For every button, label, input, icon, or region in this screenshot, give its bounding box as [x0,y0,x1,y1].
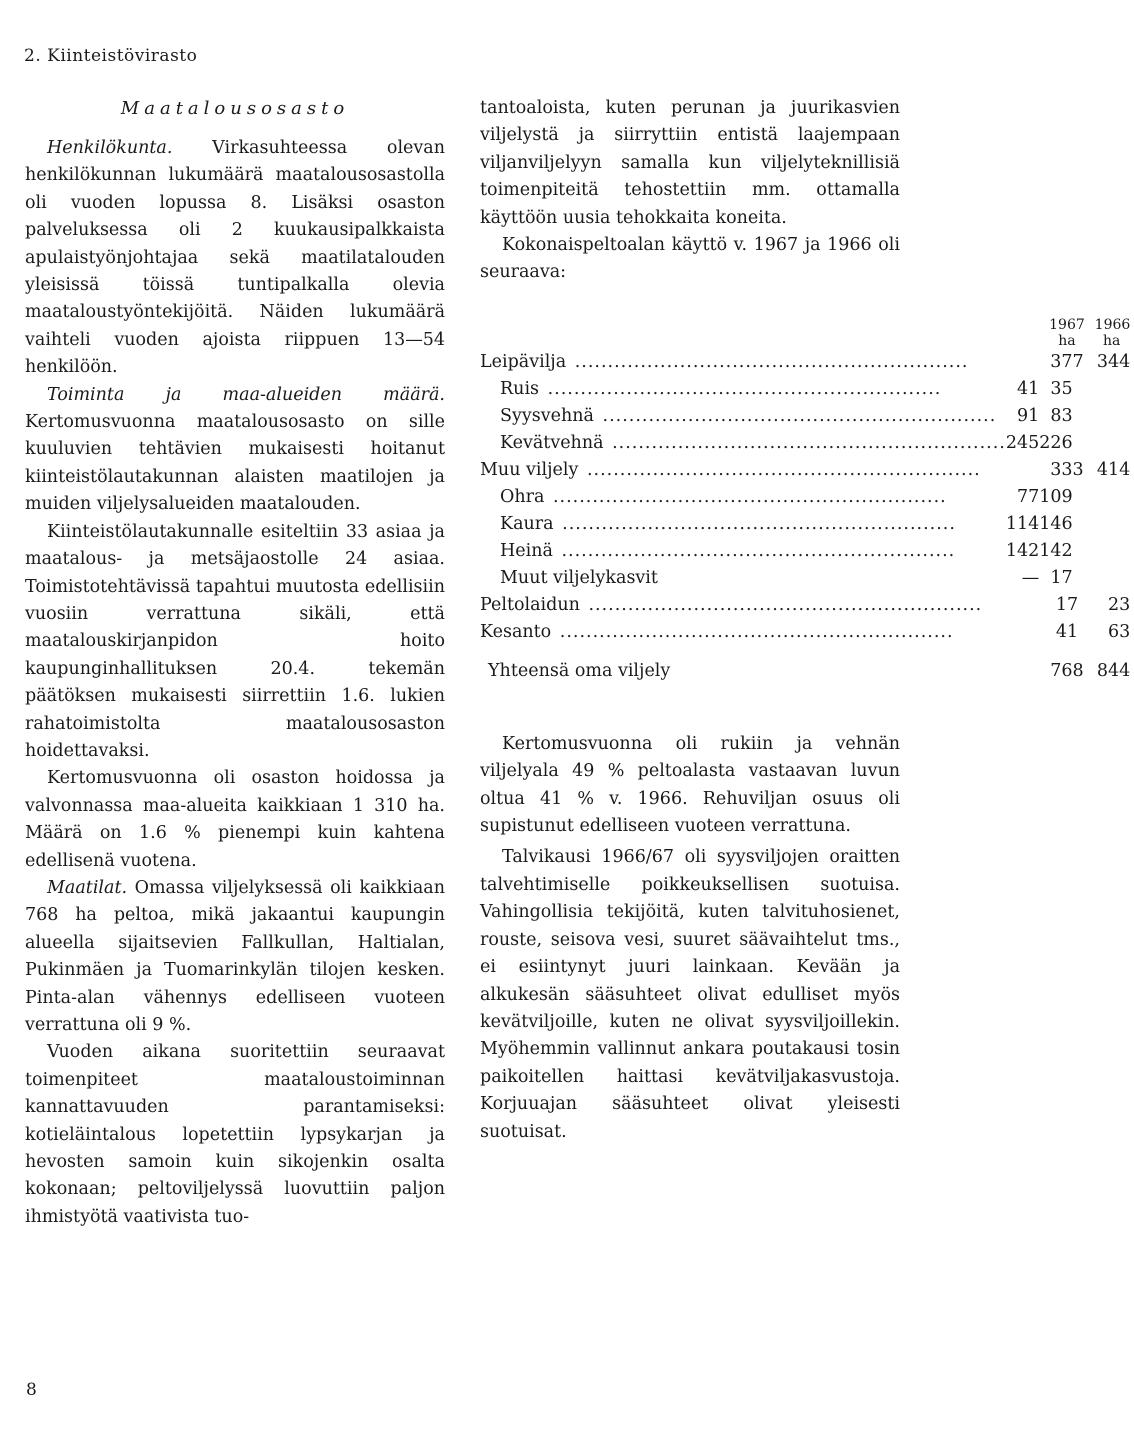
row-value-1967: 41 [1055,621,1079,642]
row-label-text: Kesanto [480,621,552,642]
total-1966: 844 [1096,660,1131,681]
leader-dots: ............................................................ [605,432,1006,453]
table-row [480,619,1134,646]
paragraph-kiinteistolautakunta [25,519,445,766]
paragraph-talvikausi: Talvikausi 1966/67 oli syysviljojen oraitten talvehtimiselle poikkeuksellisen suotuisa. Vahingollisia tekijöitä, kuten talvituhosienet, rouste, seisova vesi, suuret säävaihtelut tms., ei esiintynyt juuri lainkaan. Kevään ja alkukesän sääsuhteet olivat edulliset myös kevätviljoille, kuten ne olivat syysviljoillekin. Myöhemmin vallinnut ankara poutakausi tosin paikoitellen haittasi kevätviljakasvustoja. Korjuuajan sääsuhteet olivat yleisesti suotuisat. [480,847,900,1142]
paragraph-text: Kiinteistölautakunnalle esiteltiin 33 asiaa ja maatalous- ja metsäjaostolle 24 asiaa. Toimistotehtävissä tapahtui muutosta edellisiin vuosiin verrattuna sikäli, että maatalouskirjanpidon hoito kaupunginhallituksen 20.4. tekemän päätöksen mukaisesti siirrettiin 1.6. lukien rahatoimistolta maatalousosaston hoidettavaksi. [25,521,445,761]
row-empty [1095,565,1134,592]
paragraph-henkilokunta [25,135,445,382]
row-value-1966-sub: 109 [1039,486,1073,507]
row-label [480,511,1006,538]
paragraph-peltoala-intro: Kokonaispeltoalan käyttö v. 1967 ja 1966 oli seuraava: [480,235,900,283]
row-value-1966-sub: 17 [1050,567,1073,588]
row-empty [1095,538,1134,565]
table-row [480,538,1134,565]
row-label [480,538,1006,565]
row-value-1966-sub: 35 [1050,378,1073,399]
row-subvalue-1967 [1006,457,1039,484]
paragraph-text: Kertomusvuonna maatalousosasto on sille kuuluvien tehtävien mukaisesti hoitanut kiinteistölautakunnan alaisten maatilojen ja muiden viljelysalueiden maatalouden. [25,412,445,515]
row-label-text: Ruis [500,378,540,399]
row-value-1966: 414 [1096,459,1131,480]
page-number: 8 [26,1380,37,1400]
paragraph-maa-alueet [25,765,445,875]
row-subvalue-1967: 114 [1005,513,1040,534]
row-value-1966-sub: 146 [1039,513,1073,534]
paragraph-text: Omassa viljelyksessä oli kaikkiaan 768 ha peltoa, mikä jakaantui kaupungin alueella sijaitsevien Fallkullan, Haltialan, Pukinmäen ja Tuomarinkylän tilojen kesken. Pinta-alan vähennys edelliseen vuoteen verrattuna oli 9 %. [25,877,445,1035]
leader-dots: ............................................................ [595,405,997,426]
row-value-1967: 333 [1050,459,1084,480]
row-subvalue-1967 [1006,349,1039,376]
row-label [480,349,1006,376]
row-label-text: Heinä [500,540,553,561]
row-subvalue-1967 [1006,619,1039,646]
table-row [480,430,1134,457]
header-1966-unit: ha [1102,332,1121,349]
header-1967-year: 1967 [1049,316,1085,333]
row-label [480,457,1006,484]
row-label [480,403,1006,430]
table-row [480,457,1134,484]
row-label-text: Muut viljelykasvit [500,567,658,588]
table-body [480,349,1134,646]
field-usage-table [480,317,1134,685]
paragraph-continuation: tantoaloista, kuten perunan ja juurikasvien viljelystä ja siirryttiin entistä laajempaan viljanviljelyyn samalla kun viljelyteknillisiä toimenpiteitä tehostettiin mm. ottamalla käyttöön uusia tehokkaita koneita. [480,98,900,228]
row-subvalue-1967 [1006,592,1039,619]
row-subvalue-1967: 41 [1016,378,1040,399]
row-value-1966: 23 [1108,594,1131,615]
row-label-text: Peltolaidun [480,594,580,615]
row-label-text: Ohra [500,486,545,507]
row-value-1966-sub: 83 [1050,405,1073,426]
row-empty [1095,430,1134,457]
leader-dots: ............................................................ [581,594,983,615]
leader-dots: ............................................................ [553,621,954,642]
row-subvalue-1967: 77 [1016,486,1040,507]
paragraph-toimenpiteet [25,1039,445,1231]
table-row [480,511,1134,538]
row-label [480,565,1006,592]
row-value-1966: 63 [1108,621,1131,642]
table-total-row [480,646,1134,685]
paragraph-maatilat [25,875,445,1039]
leader-dots: ............................................................ [555,513,956,534]
row-label [480,430,1006,457]
leader-dots: ............................................................ [554,540,956,561]
row-value-1967: 377 [1050,351,1084,372]
right-column [480,95,1131,1146]
total-label: Yhteensä oma viljely [488,660,671,681]
section-heading: Maatalousosasto [120,98,350,119]
row-subvalue-1967: 245 [1005,432,1040,453]
paragraph-text: Kertomusvuonna oli osaston hoidossa ja valvonnassa maa-alueita kaikkiaan 1 310 ha. Määrä on 1.6 % pienempi kuin kahtena edellisenä vuotena. [25,768,445,871]
row-empty [1095,511,1134,538]
row-subvalue-1967: — [1021,567,1040,588]
row-label-text: Muu viljely [480,459,579,480]
row-label-text: Leipävilja [480,351,567,372]
row-label-text: Kevätvehnä [500,432,604,453]
leader-dots: ............................................................ [580,459,981,480]
row-label [480,592,1006,619]
leader-dots: ............................................................ [546,486,947,507]
table-row [480,565,1134,592]
row-empty [1095,484,1134,511]
table-header-unit-row [480,333,1134,349]
spacer [480,685,900,731]
paragraph-toiminta [25,382,445,519]
row-value-1967: 17 [1055,594,1079,615]
row-label-text: Kaura [500,513,554,534]
paragraph-lead: Toiminta ja maa-alueiden määrä. [47,384,445,405]
total-1967: 768 [1050,660,1084,681]
row-subvalue-1967: 91 [1016,405,1040,426]
paragraph-lead: Henkilökunta. [47,138,173,158]
running-title: 2. Kiinteistövirasto [24,46,198,66]
row-value-1966: 344 [1096,351,1131,372]
row-empty [1095,403,1134,430]
paragraph-lead: Maatilat. [47,877,128,898]
row-label [480,484,1006,511]
row-label [480,619,1006,646]
paragraph-rukiin-vehnan: Kertomusvuonna oli rukiin ja vehnän viljelyala 49 % peltoalasta vastaavan luvun oltua 41 % v. 1966. Rehuviljan osuus oli supistunut edelliseen vuoteen verrattuna. [480,733,900,837]
header-1966-year: 1966 [1094,316,1131,333]
row-label [480,376,1006,403]
table-row [480,592,1134,619]
row-empty [1095,376,1134,403]
row-value-1966-sub: 142 [1039,540,1073,561]
row-label-text: Syysvehnä [500,405,594,426]
row-value-1966-sub: 226 [1039,432,1073,453]
table-row [480,403,1134,430]
table-row [480,484,1134,511]
table-row [480,376,1134,403]
leader-dots: ............................................................ [541,378,942,399]
paragraph-text: Virkasuhteessa olevan henkilökunnan lukumäärä maatalousosastolla oli vuoden lopussa 8. Lisäksi osaston palveluksessa oli 2 kuukausipalkkaista apulaistyönjohtajaa sekä maatilatalouden yleisissä töissä tuntipalkalla olevia maataloustyöntekijöitä. Näiden lukumäärä vaihteli vuoden ajoista riippuen 13—54 henkilöön. [25,138,445,378]
row-subvalue-1967: 142 [1005,540,1040,561]
header-1967-unit: ha [1058,332,1076,349]
table-header-row [480,317,1134,333]
table-row [480,349,1134,376]
paragraph-text: Vuoden aikana suoritettiin seuraavat toimenpiteet maataloustoiminnan kannattavuuden parantamiseksi: kotieläintalous lopetettiin lypsykarjan ja hevosten samoin kuin sikojenkin osalta kokonaan; peltoviljelyssä luovuttiin paljon ihmistyötä vaativista tuo- [25,1042,445,1227]
leader-dots: ............................................................ [568,351,969,372]
left-column [25,95,445,1231]
